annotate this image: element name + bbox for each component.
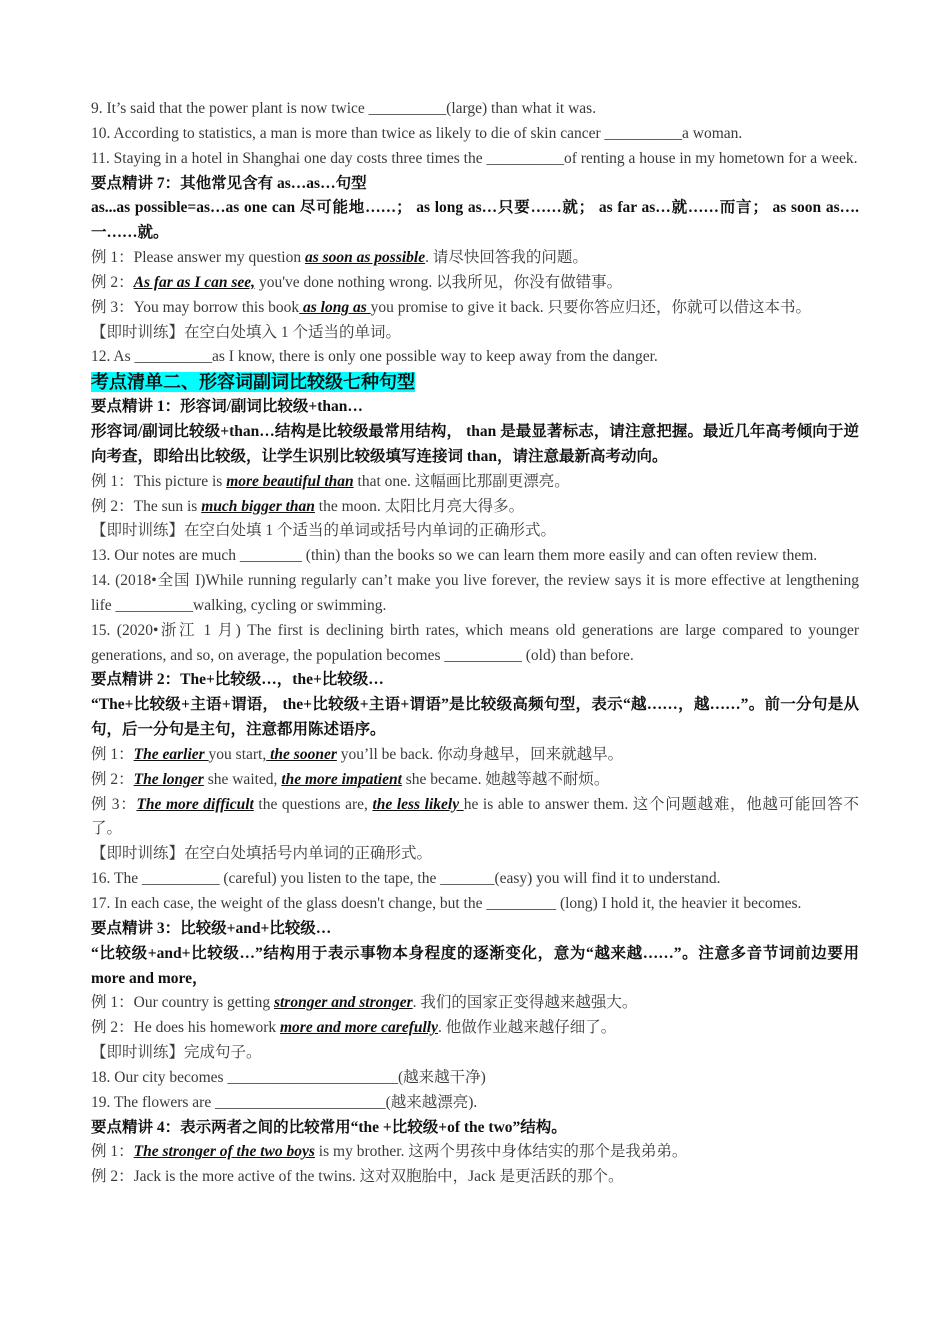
underlined-phrase: The longer	[133, 770, 204, 788]
point-1-description: 形容词/副词比较级+than…结构是比较级最常用结构， than 是最显著标志，请注意把握。最近几年高考倾向于逆向考查，即给出比较级，让学生识别比较级填写连接词 than，请注意最新高考动向。	[91, 422, 859, 465]
point-3-example-2: 例 2：He does his homework more and more carefully. 他做作业越来越仔细了。	[91, 1019, 617, 1037]
point-2-practice: 【即时训练】在空白处填括号内单词的正确形式。	[91, 845, 433, 863]
underlined-phrase: as long as	[299, 298, 371, 316]
question-11: 11. Staying in a hotel in Shanghai one day costs three times the __________of renting a house in my hometown for a week.	[91, 149, 858, 167]
point-2-example-1: 例 1：The earlier you start, the sooner you’ll be back. 你动身越早，回来就越早。	[91, 745, 624, 763]
underlined-phrase: much bigger than	[201, 497, 315, 515]
question-18: 18. Our city becomes ______________________(越来越干净)	[91, 1068, 486, 1086]
underlined-phrase: the more impatient	[281, 770, 402, 788]
question-14: 14. (2018•全国 I)While running regularly can’t make you live forever, the review says it is more effective at lengthening life __________walking, cycling or swimming.	[91, 572, 859, 614]
section-7-heading: 要点精讲 7：其他常见含有 as…as…句型	[91, 174, 367, 192]
underlined-phrase: the sooner	[266, 745, 337, 763]
point-1-example-2: 例 2：The sun is much bigger than the moon. 太阳比月亮大得多。	[91, 497, 525, 515]
question-15: 15. (2020•浙江 1 月) The first is declining birth rates, which means old generations are large compared to younger generations, and so, on average, the population becomes __________ (old) than before.	[91, 621, 859, 664]
section-7-practice: 【即时训练】在空白处填入 1 个适当的单词。	[91, 323, 402, 341]
question-13: 13. Our notes are much ________ (thin) than the books so we can learn them more easily and can often review them.	[91, 547, 818, 565]
underlined-phrase: as soon as possible	[304, 249, 426, 267]
point-2-heading: 要点精讲 2：The+比较级…，the+比较级…	[91, 671, 384, 689]
point-1-heading: 要点精讲 1：形容词/副词比较级+than…	[91, 398, 363, 416]
section-7-example-2: 例 2：As far as I can see, you've done nothing wrong. 以我所见，你没有做错事。	[91, 273, 623, 291]
underlined-phrase: the less likely	[372, 795, 464, 813]
point-2-example-3: 例 3：The more difficult the questions are, the less likely he is able to answer them. 这个问题越难，他越可能回答不了。	[91, 795, 859, 838]
point-4-heading: 要点精讲 4：表示两者之间的比较常用“the +比较级+of the two”结构。	[91, 1118, 567, 1136]
underlined-phrase: stronger and stronger	[273, 994, 413, 1012]
underlined-phrase: more and more carefully	[280, 1019, 438, 1037]
question-19: 19. The flowers are ______________________(越来越漂亮).	[91, 1093, 478, 1111]
section-2-title: 考点清单二、形容词副词比较级七种句型	[91, 372, 415, 393]
underlined-phrase: The earlier	[133, 745, 209, 763]
point-2-example-2: 例 2：The longer she waited, the more impatient she became. 她越等越不耐烦。	[91, 770, 610, 788]
point-4-example-2: 例 2：Jack is the more active of the twins. 这对双胞胎中，Jack 是更活跃的那个。	[91, 1168, 624, 1186]
point-4-example-1: 例 1：The stronger of the two boys is my brother. 这两个男孩中身体结实的那个是我弟弟。	[91, 1143, 688, 1161]
point-3-description: “比较级+and+比较级…”结构用于表示事物本身程度的逐渐变化，意为“越来越……”。注意多音节词前边要用 more and more，	[91, 944, 859, 987]
point-1-practice: 【即时训练】在空白处填 1 个适当的单词或括号内单词的正确形式。	[91, 522, 557, 540]
question-9: 9. It’s said that the power plant is now twice __________(large) than what it was.	[91, 100, 597, 117]
point-3-practice: 【即时训练】完成句子。	[91, 1044, 262, 1062]
underlined-phrase: As far as I can see,	[133, 273, 256, 291]
point-3-heading: 要点精讲 3：比较级+and+比较级…	[91, 919, 332, 937]
underlined-phrase: The stronger of the two boys	[133, 1143, 315, 1161]
underlined-phrase: The more difficult	[136, 795, 254, 813]
document-page	[91, 97, 859, 1190]
point-1-example-1: 例 1：This picture is more beautiful than that one. 这幅画比那副更漂亮。	[91, 472, 570, 490]
point-2-description: “The+比较级+主语+谓语， the+比较级+主语+谓语”是比较级高频句型，表示“越……，越……”。前一分句是从句，后一分句是主句，注意都用陈述语序。	[91, 696, 859, 739]
question-10: 10. According to statistics, a man is more than twice as likely to die of skin cancer __________a woman.	[91, 124, 743, 142]
section-7-example-1: 例 1：Please answer my question as soon as possible. 请尽快回答我的问题。	[91, 249, 588, 267]
section-7-example-3: 例 3：You may borrow this book as long as you promise to give it back. 只要你答应归还，你就可以借这本书。	[91, 298, 812, 316]
question-16: 16. The __________ (careful) you listen to the tape, the _______(easy) you will find it to understand.	[91, 870, 721, 888]
question-12: 12. As __________as I know, there is only one possible way to keep away from the danger.	[91, 348, 658, 366]
point-3-example-1: 例 1：Our country is getting stronger and stronger. 我们的国家正变得越来越强大。	[91, 994, 638, 1012]
underlined-phrase: more beautiful than	[226, 472, 354, 490]
section-7-description: as...as possible=as…as one can 尽可能地……； as long as…只要……就； as far as…就……而言； as soon as….一……就。	[91, 199, 859, 242]
question-17: 17. In each case, the weight of the glass doesn't change, but the _________ (long) I hold it, the heavier it becomes.	[91, 895, 802, 912]
